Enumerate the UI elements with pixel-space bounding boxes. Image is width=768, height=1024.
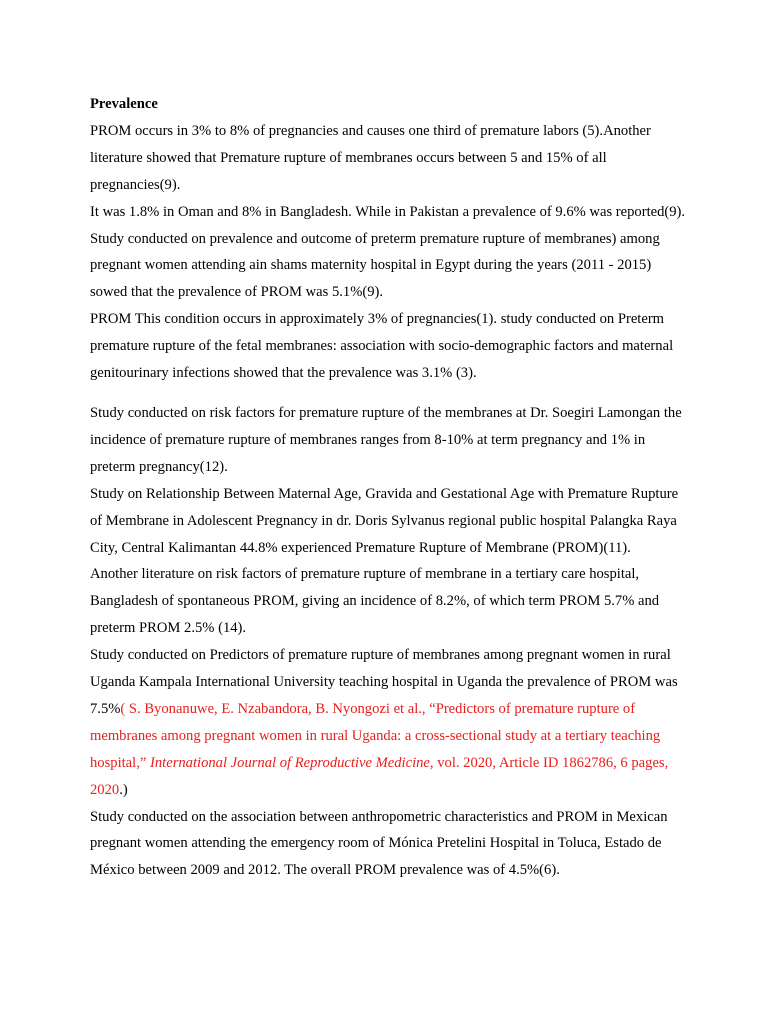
paragraph-bangladesh-study: Another literature on risk factors of premature rupture of membrane in a tertiary care hospital, Bangladesh of spontaneous PROM, giving an incidence of 8.2%, of which term PROM 5.7% and preterm PROM 2.5% (14).: [90, 566, 660, 637]
section-heading: Prevalence: [90, 96, 158, 112]
reference-authors-title: ( S. Byonanuwe, E. Nzabandora, B. Nyongozi et al., “Predictors of premature rupture of membranes among pregnant women in rural Uganda: a cross-sectional study at a tertiary teaching hospital,”: [90, 700, 661, 771]
paragraph-genitourinary-study: PROM This condition occurs in approximately 3% of pregnancies(1). study conducted on Preterm premature rupture of the fetal membranes: association with socio-demographic factors and maternal genitourinary infections showed that the prevalence was 3.1% (3).: [90, 311, 674, 382]
paragraph-oman-bangladesh: It was 1.8% in Oman and 8% in Bangladesh. While in Pakistan a prevalence of 9.6% was reported(9).: [90, 203, 686, 220]
paragraph-adolescent-study: Study on Relationship Between Maternal Age, Gravida and Gestational Age with Premature Rupture of Membrane in Adolescent Pregnancy in dr. Doris Sylvanus regional public hospital Palangka Raya City, Central Kalimantan 44.8% experienced Premature Rupture of Membrane (PROM)(11).: [90, 485, 679, 556]
paragraph-egypt-study: Study conducted on prevalence and outcome of preterm premature rupture of membranes) among pregnant women attending ain shams maternity hospital in Egypt during the years (2011 - 2015) sowed that the prevalence of PROM was 5.1%(9).: [90, 230, 660, 301]
reference-journal: International Journal of Reproductive Medicine: [150, 754, 430, 771]
paragraph-prom-occurrence: PROM occurs in 3% to 8% of pregnancies and causes one third of premature labors (5).Another literature showed that Premature rupture of membranes occurs between 5 and 15% of all pregnancies(9).: [90, 122, 651, 193]
paragraph-mexico-study: Study conducted on the association between anthropometric characteristics and PROM in Mexican pregnant women attending the emergency room of Mónica Pretelini Hospital in Toluca, Estado de México between 2009 and 2012. The overall PROM prevalence was of 4.5%(6).: [90, 808, 668, 879]
document-page: [90, 91, 690, 884]
paragraph-soegiri-study: Study conducted on risk factors for premature rupture of the membranes at Dr. Soegiri Lamongan the incidence of premature rupture of membranes ranges from 8-10% at term pregnancy and 1% in preterm pregnancy(12).: [90, 404, 682, 475]
reference-details: , vol. 2020, Article ID 1862786, 6 pages, 2020: [90, 754, 669, 798]
paragraph-uganda-study: [90, 642, 690, 803]
reference-close: .): [119, 781, 128, 798]
uganda-reference: [90, 701, 668, 798]
uganda-body-text: Study conducted on Predictors of premature rupture of membranes among pregnant women in rural Uganda Kampala International University teaching hospital in Uganda the prevalence of PROM was 7.5%: [90, 647, 678, 717]
